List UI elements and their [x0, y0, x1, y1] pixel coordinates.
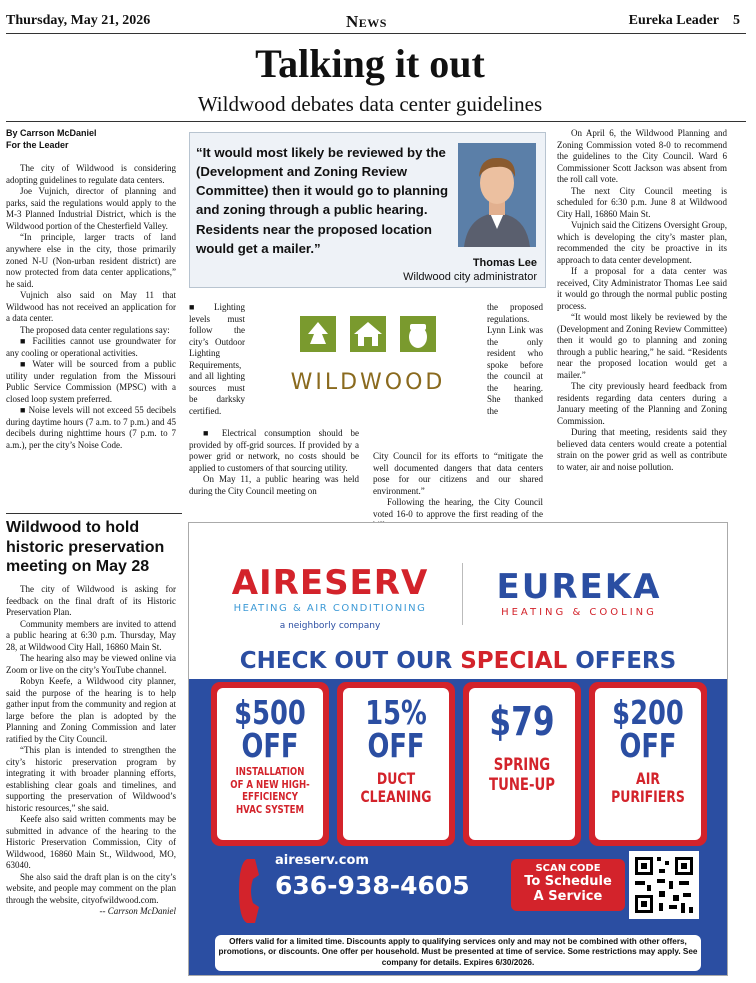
paragraph: If a proposal for a data center was received, City Administrator Thomas Lee said it would go through the normal public posting process.: [557, 266, 727, 311]
issue-date: Thursday, May 21, 2026: [6, 13, 151, 28]
pull-quote-box: [189, 132, 546, 288]
aireserv-tagline: a neighborly company: [279, 621, 381, 631]
col3-text: [373, 451, 543, 532]
offer-card-inner: [217, 688, 323, 840]
col2-narrow: [189, 302, 245, 417]
byline-org: For the Leader: [6, 139, 69, 150]
offer-card[interactable]: [589, 682, 707, 846]
qr-code[interactable]: [629, 851, 699, 919]
offer-card-inner: [595, 688, 701, 840]
paragraph: “This plan is intended to strengthen the city’s historic preservation program by integrating it with broader planning efforts, establishing clear goals and timelines, and supporting the preservation of Wildwood’s historic resources,” she said.: [6, 745, 176, 813]
advertisement[interactable]: [188, 522, 728, 976]
sidebar-signoff: -- Carrson McDaniel: [99, 906, 176, 917]
paragraph: Vujnich also said on May 11 that Wildwood has not received an application for a data center.: [6, 290, 176, 324]
banner-special: SPECIAL: [460, 648, 568, 674]
offer-amount: $79: [489, 699, 555, 745]
byline: By Carrson McDaniel: [6, 128, 97, 138]
paragraph: On April 6, the Wildwood Planning and Zoning Commission voted 8-0 to recommend the guidelines to the City Council. Ward 6 Commissioner Scott Jackson was absent from the roll call vote.: [557, 128, 727, 185]
sidebar-headline: Wildwood to hold historic preservation meeting on May 28: [6, 519, 165, 576]
portrait-photo: [458, 143, 536, 247]
paragraph: Joe Vujnich, director of planning and parks, said the regulations would apply to the M-3 Planned Industrial District, which is the Wildwood portion of the Chesterfield Valley.: [6, 186, 176, 231]
paragraph: ■ Electrical consumption should be provided by off-grid sources. If provided by a power grid or network, no costs should be applied to customers of that sourcing utility.: [189, 428, 359, 473]
scan-line-1: SCAN CODE: [535, 863, 601, 874]
paragraph: ■ Facilities cannot use groundwater for any cooling or operational activities.: [6, 336, 176, 358]
paragraph: “In principle, larger tracts of land anywhere else in the city, those primarily zoned N-U (Non-urban resident district) are now protected from data center applications,” he said.: [6, 232, 176, 289]
paragraph: On May 11, a public hearing was held during the City Council meeting on: [189, 474, 359, 496]
pull-quote-text: “It would most likely be reviewed by the (Development and Zoning Review Committee) then it would go to planning and zoning through a public hearing. Residents near the proposed location would get a mailer.”: [196, 145, 448, 256]
offer-off: OFF: [367, 726, 425, 765]
deck-rule: [6, 121, 746, 122]
paragraph: The city previously heard feedback from residents regarding data centers during a January meeting of the Planning and Zoning Commission.: [557, 381, 727, 426]
eureka-subtitle: HEATING & COOLING: [501, 607, 657, 618]
qr-code-icon: [629, 851, 699, 919]
brand-divider: [462, 563, 463, 625]
scan-code-callout: [511, 859, 625, 911]
ad-brand-strip: [189, 523, 727, 645]
col1-text: [6, 163, 176, 451]
offer-description: INSTALLATION OF A NEW HIGH-EFFICIENCY HVAC SYSTEM: [230, 765, 310, 816]
article-column-1: [6, 128, 176, 451]
paragraph: the proposed regulations. Lynn Link was the only resident who spoke before the council at the hearing. She thanked the: [487, 302, 543, 416]
banner-part-2: OFFERS: [567, 648, 677, 674]
paragraph: “It would most likely be reviewed by the (Development and Zoning Review Committee) then it would go to planning and zoning through a public hearing,” he said. “Residents near the proposed location would get a mailer.”: [557, 312, 727, 380]
offer-description: AIR PURIFIERS: [611, 769, 685, 807]
article-column-4: [557, 128, 727, 473]
headline: Talking it out: [255, 41, 485, 86]
scan-line-2: To Schedule: [524, 874, 612, 889]
ad-phone[interactable]: 636-938-4605: [275, 871, 470, 900]
paragraph: Keefe also said written comments may be submitted in advance of the hearing to the Historic Preservation Commission, City of Wildwood, 16860 Main St., Wildwood, MO, 63040.: [6, 814, 176, 871]
offer-card[interactable]: [463, 682, 581, 846]
offer-amount: 15%: [365, 693, 427, 732]
offer-off: OFF: [241, 726, 299, 765]
offer-card-inner: [343, 688, 449, 840]
offer-card[interactable]: [337, 682, 455, 846]
offer-amount: $200: [612, 693, 684, 732]
sidebar-rule: [6, 513, 182, 514]
wildwood-logo-icons: [264, 310, 472, 370]
paragraph: Robyn Keefe, a Wildwood city planner, said the purpose of the hearing is to help gather input from the community and region at large before the plan is adopted by the Planning and Zoning Commission and later ratified by the City Council.: [6, 676, 176, 744]
paragraph: Vujnich said the Citizens Oversight Group, which is developing the city’s master plan, recommended the city be proactive in its approach to data center development.: [557, 220, 727, 265]
col3-narrow: [487, 302, 543, 417]
offer-description: SPRING TUNE-UP: [489, 755, 555, 795]
wildwood-logo: [264, 310, 472, 406]
offer-amount: $500: [234, 693, 306, 732]
offer-card-inner: [469, 688, 575, 840]
paragraph: The proposed data center regulations say:: [20, 324, 170, 335]
phone-icon: [237, 855, 277, 927]
page-number: 5: [733, 13, 740, 28]
aireserv-subtitle: HEATING & AIR CONDITIONING: [233, 603, 427, 614]
paragraph: During that meeting, residents said they believed data centers would create a potential strain on the power grid as well as contribute to water, air and noise pollution.: [557, 427, 727, 472]
pull-quote-title: Wildwood city administrator: [403, 271, 537, 283]
paragraph: The hearing also may be viewed online via Zoom or live on the city’s YouTube channel.: [6, 653, 176, 675]
aireserv-logo: AIRESERV: [231, 563, 429, 603]
ad-website[interactable]: aireserv.com: [275, 853, 369, 868]
paragraph: The city of Wildwood is asking for feedback on the final draft of its Historic Preservation Plan.: [6, 584, 176, 618]
portrait-illustration: [458, 143, 536, 247]
page-header: [6, 10, 746, 32]
deck: Wildwood debates data center guidelines: [197, 92, 543, 116]
offer-card[interactable]: [211, 682, 329, 846]
paragraph: The next City Council meeting is scheduled for 6:30 p.m. June 8 at Wildwood City Hall, 16860 Main St.: [557, 185, 727, 219]
paragraph: ■ Water will be sourced from a public utility under regulation from the Missouri Public Service Commission (MPSC) with a closed loop system preferred.: [6, 359, 176, 404]
scan-line-3: A Service: [533, 889, 603, 904]
banner-part-1: CHECK OUT OUR: [239, 648, 461, 674]
paragraph: Following the hearing, the City Council voted 16-0 to approve the first reading of the: [373, 497, 543, 519]
paragraph: Community members are invited to attend a public hearing at 6:30 p.m. Thursday, May 28, at Wildwood City Hall, 16860 Main St.: [6, 618, 176, 652]
offers-banner-text: [189, 648, 727, 674]
eureka-logo: EUREKA: [496, 567, 662, 607]
paper-and-page: [629, 13, 740, 29]
paragraph: ■ Noise levels will not exceed 55 decibels during daytime hours (7 a.m. to 7 p.m.) and 45 decibels during nighttime hours (7 p.m. to 7 a.m.), per the city’s Noise Code.: [6, 405, 176, 450]
col2-text: [189, 428, 359, 497]
ad-disclaimer: Offers valid for a limited time. Discounts apply to qualifying services only and may not be combined with other offers, promotions, or discounts. One offer per household. Must be presented at time of service. Some restrictions may apply. See company for details. Expires 6/30/2026.: [215, 935, 701, 971]
offer-off: OFF: [619, 726, 677, 765]
paragraph: City Council for its efforts to “mitigate the well documented dangers that data centers pose for our citizens and our shared environment.”: [373, 451, 543, 496]
offer-description: DUCT CLEANING: [360, 769, 432, 807]
header-rule: [6, 33, 746, 34]
paragraph: The city of Wildwood is considering adopting guidelines to regulate data centers.: [6, 163, 176, 185]
paper-name: Eureka Leader: [628, 13, 719, 28]
section-name: News: [346, 12, 387, 31]
paragraph: She also said the draft plan is on the city’s website, and people may comment on the plan through the website, cityofwildwood.com.: [6, 871, 176, 905]
sidebar-text: [6, 584, 176, 918]
pull-quote-name: Thomas Lee: [472, 257, 537, 269]
paragraph: ■ Lighting levels must follow the city’s Outdoor Lighting Requirements, and all lighting sources must be darksky certified.: [189, 302, 245, 416]
wildwood-wordmark: WILDWOOD: [290, 370, 446, 395]
